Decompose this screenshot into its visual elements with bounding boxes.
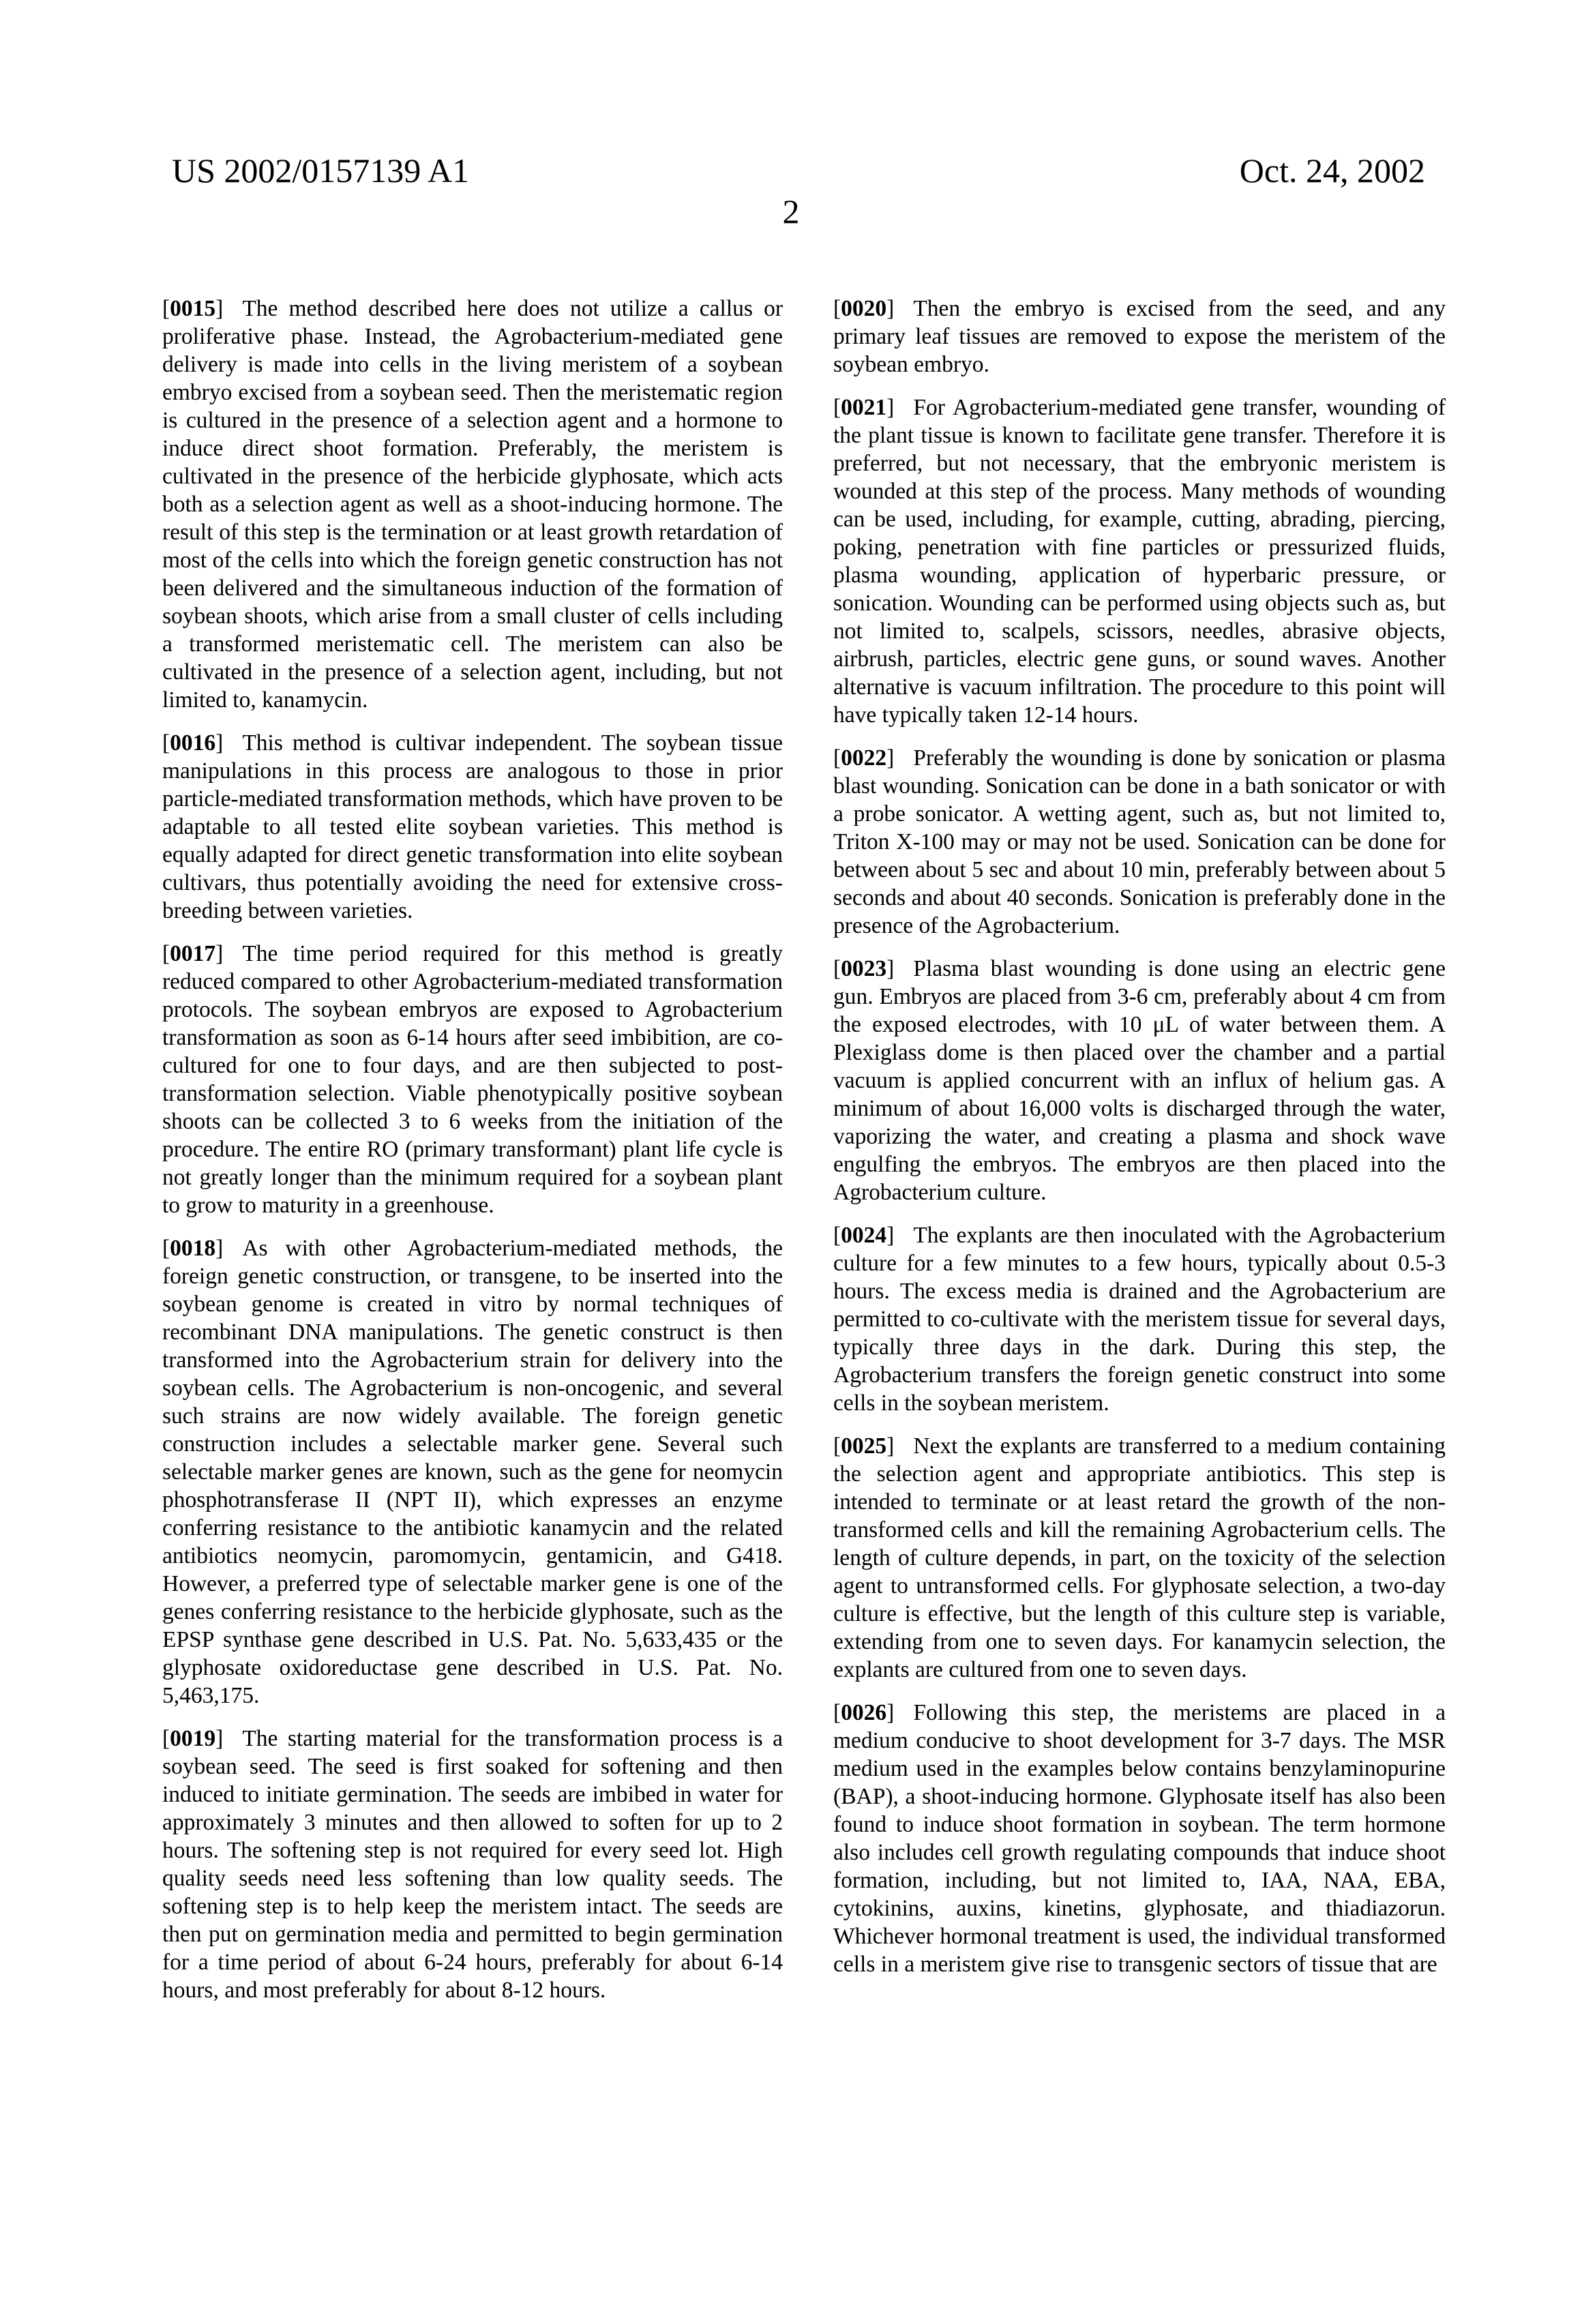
paragraph-0022 [833, 744, 1446, 940]
paragraph-0023 [833, 955, 1446, 1206]
paragraph-number: [0016] [162, 730, 224, 756]
paragraph-0016 [162, 729, 783, 925]
paragraph-0015 [162, 295, 783, 714]
paragraph-number: [0022] [833, 745, 895, 771]
paragraph-text: The method described here does not utilize a callus or proliferative phase. Instead, the Agrobacterium-mediated gene delivery is made into cells in the living meristem of a soybean embryo excised from a soybean seed. Then the meristematic region is cultured in the presence of a selection agent and a hormone to induce direct shoot formation. Preferably, the meristem is cultivated in the presence of the herbicide glyphosate, which acts both as a selection agent as well as a shoot-inducing hormone. The result of this step is the termination or at least growth retardation of most of the cells into which the foreign genetic construction has not been delivered and the simultaneous induction of the formation of soybean shoots, which arise from a small cluster of cells including a transformed meristematic cell. The meristem can also be cultivated in the presence of a selection agent, including, but not limited to, kanamycin. [162, 296, 783, 713]
paragraph-0019 [162, 1725, 783, 2004]
paragraph-number: [0026] [833, 1700, 895, 1725]
paragraph-text: As with other Agrobacterium-mediated methods, the foreign genetic construction, or transgene, to be inserted into the soybean genome is created in vitro by normal techniques of recombinant DNA manipulations. The genetic construct is then transformed into the Agrobacterium strain for delivery into the soybean cells. The Agrobacterium is non-oncogenic, and several such strains are now widely available. The foreign genetic construction includes a selectable marker gene. Several such selectable marker genes are known, such as the gene for neomycin phosphotransferase II (NPT II), which expresses an enzyme conferring resistance to the antibiotic kanamycin and the related antibiotics neomycin, paromomycin, gentamicin, and G418. However, a preferred type of selectable marker gene is one of the genes conferring resistance to the herbicide glyphosate, such as the EPSP synthase gene described in U.S. Pat. No. 5,633,435 or the glyphosate oxidoreductase gene described in U.S. Pat. No. 5,463,175. [162, 1236, 783, 1708]
paragraph-0024 [833, 1221, 1446, 1417]
paragraph-0017 [162, 940, 783, 1219]
paragraph-0018 [162, 1234, 783, 1710]
paragraph-text: The time period required for this method is greatly reduced compared to other Agrobacterium-mediated transformation protocols. The soybean embryos are exposed to Agrobacterium transformation as soon as 6-14 hours after seed imbibition, are co-cultured for one to four days, and are then subjected to post-transformation selection. Viable phenotypically positive soybean shoots can be collected 3 to 6 weeks from the initiation of the procedure. The entire RO (primary transformant) plant life cycle is not greatly longer than the minimum required for a soybean plant to grow to maturity in a greenhouse. [162, 941, 783, 1218]
paragraph-number: [0025] [833, 1433, 895, 1459]
paragraph-text: Plasma blast wounding is done using an electric gene gun. Embryos are placed from 3-6 cm, preferably about 4 cm from the exposed electrodes, with 10 μL of water between them. A Plexiglass dome is then placed over the chamber and a partial vacuum is applied concurrent with an influx of helium gas. A minimum of about 16,000 volts is discharged through the water, vaporizing the water, and creating a plasma and shock wave engulfing the embryos. The embryos are then placed into the Agrobacterium culture. [833, 956, 1446, 1205]
paragraph-0025 [833, 1432, 1446, 1684]
paragraph-number: [0015] [162, 296, 224, 321]
paragraph-text: The starting material for the transformation process is a soybean seed. The seed is first soaked for softening and then induced to initiate germination. The seeds are imbibed in water for approximately 3 minutes and then allowed to soften for up to 2 hours. The softening step is not required for every seed lot. High quality seeds need less softening than low quality seeds. The softening step is to help keep the meristem intact. The seeds are then put on germination media and permitted to begin germination for a time period of about 6-24 hours, preferably for about 6-14 hours, and most preferably for about 8-12 hours. [162, 1726, 783, 2003]
paragraph-text: Following this step, the meristems are placed in a medium conducive to shoot development for 3-7 days. The MSR medium used in the examples below contains benzylaminopurine (BAP), a shoot-inducing hormone. Glyphosate itself has also been found to induce shoot formation in soybean. The term hormone also includes cell growth regulating compounds that induce shoot formation, including, but not limited to, IAA, NAA, EBA, cytokinins, auxins, kinetins, glyphosate, and thiadiazorun. Whichever hormonal treatment is used, the individual transformed cells in a meristem give rise to transgenic sectors of tissue that are [833, 1700, 1446, 1977]
paragraph-number: [0024] [833, 1223, 895, 1248]
left-column [162, 295, 783, 2019]
paragraph-number: [0023] [833, 956, 895, 981]
paragraph-text: This method is cultivar independent. The soybean tissue manipulations in this process are analogous to those in prior particle-mediated transformation methods, which have proven to be adaptable to all tested elite soybean varieties. This method is equally adapted for direct genetic transformation into elite soybean cultivars, thus potentially avoiding the need for extensive cross-breeding between varieties. [162, 730, 783, 923]
paragraph-number: [0020] [833, 296, 895, 321]
paragraph-number: [0019] [162, 1726, 224, 1751]
paragraph-text: For Agrobacterium-mediated gene transfer, wounding of the plant tissue is known to facilitate gene transfer. Therefore it is preferred, but not necessary, that the embryonic meristem is wounded at this step of the process. Many methods of wounding can be used, including, for example, cutting, abrading, piercing, poking, penetration with fine particles or pressurized fluids, plasma wounding, application of hyperbaric pressure, or sonication. Wounding can be performed using objects such as, but not limited to, scalpels, scissors, needles, abrasive objects, airbrush, particles, electric gene guns, or sound waves. Another alternative is vacuum infiltration. The procedure to this point will have typically taken 12-14 hours. [833, 395, 1446, 728]
paragraph-0020 [833, 295, 1446, 378]
paragraph-text: Next the explants are transferred to a medium containing the selection agent and appropriate antibiotics. This step is intended to terminate or at least retard the growth of the non-transformed cells and kill the remaining Agrobacterium cells. The length of culture depends, in part, on the toxicity of the selection agent to untransformed cells. For glyphosate selection, a two-day culture is effective, but the length of this culture step is variable, extending from one to seven days. For kanamycin selection, the explants are cultured from one to seven days. [833, 1433, 1446, 1682]
publication-date: Oct. 24, 2002 [1239, 151, 1425, 190]
paragraph-0021 [833, 393, 1446, 729]
paragraph-text: Preferably the wounding is done by sonication or plasma blast wounding. Sonication can be done in a bath sonicator or with a probe sonicator. A wetting agent, such as, but not limited to, Triton X-100 may or may not be used. Sonication can be done for between about 5 sec and about 10 min, preferably between about 5 seconds and about 40 seconds. Sonication is preferably done in the presence of the Agrobacterium. [833, 745, 1446, 938]
publication-number: US 2002/0157139 A1 [172, 151, 470, 190]
page-number: 2 [782, 192, 800, 230]
paragraph-0026 [833, 1699, 1446, 1978]
paragraph-number: [0017] [162, 941, 224, 966]
right-column [833, 295, 1446, 1993]
paragraph-text: The explants are then inoculated with the Agrobacterium culture for a few minutes to a few hours, typically about 0.5-3 hours. The excess media is drained and the Agrobacterium are permitted to co-cultivate with the meristem tissue for several days, typically three days in the dark. During this step, the Agrobacterium transfers the foreign genetic construct into some cells in the soybean meristem. [833, 1223, 1446, 1416]
paragraph-number: [0018] [162, 1236, 224, 1261]
paragraph-text: Then the embryo is excised from the seed, and any primary leaf tissues are removed to expose the meristem of the soybean embryo. [833, 296, 1446, 377]
paragraph-number: [0021] [833, 395, 895, 420]
